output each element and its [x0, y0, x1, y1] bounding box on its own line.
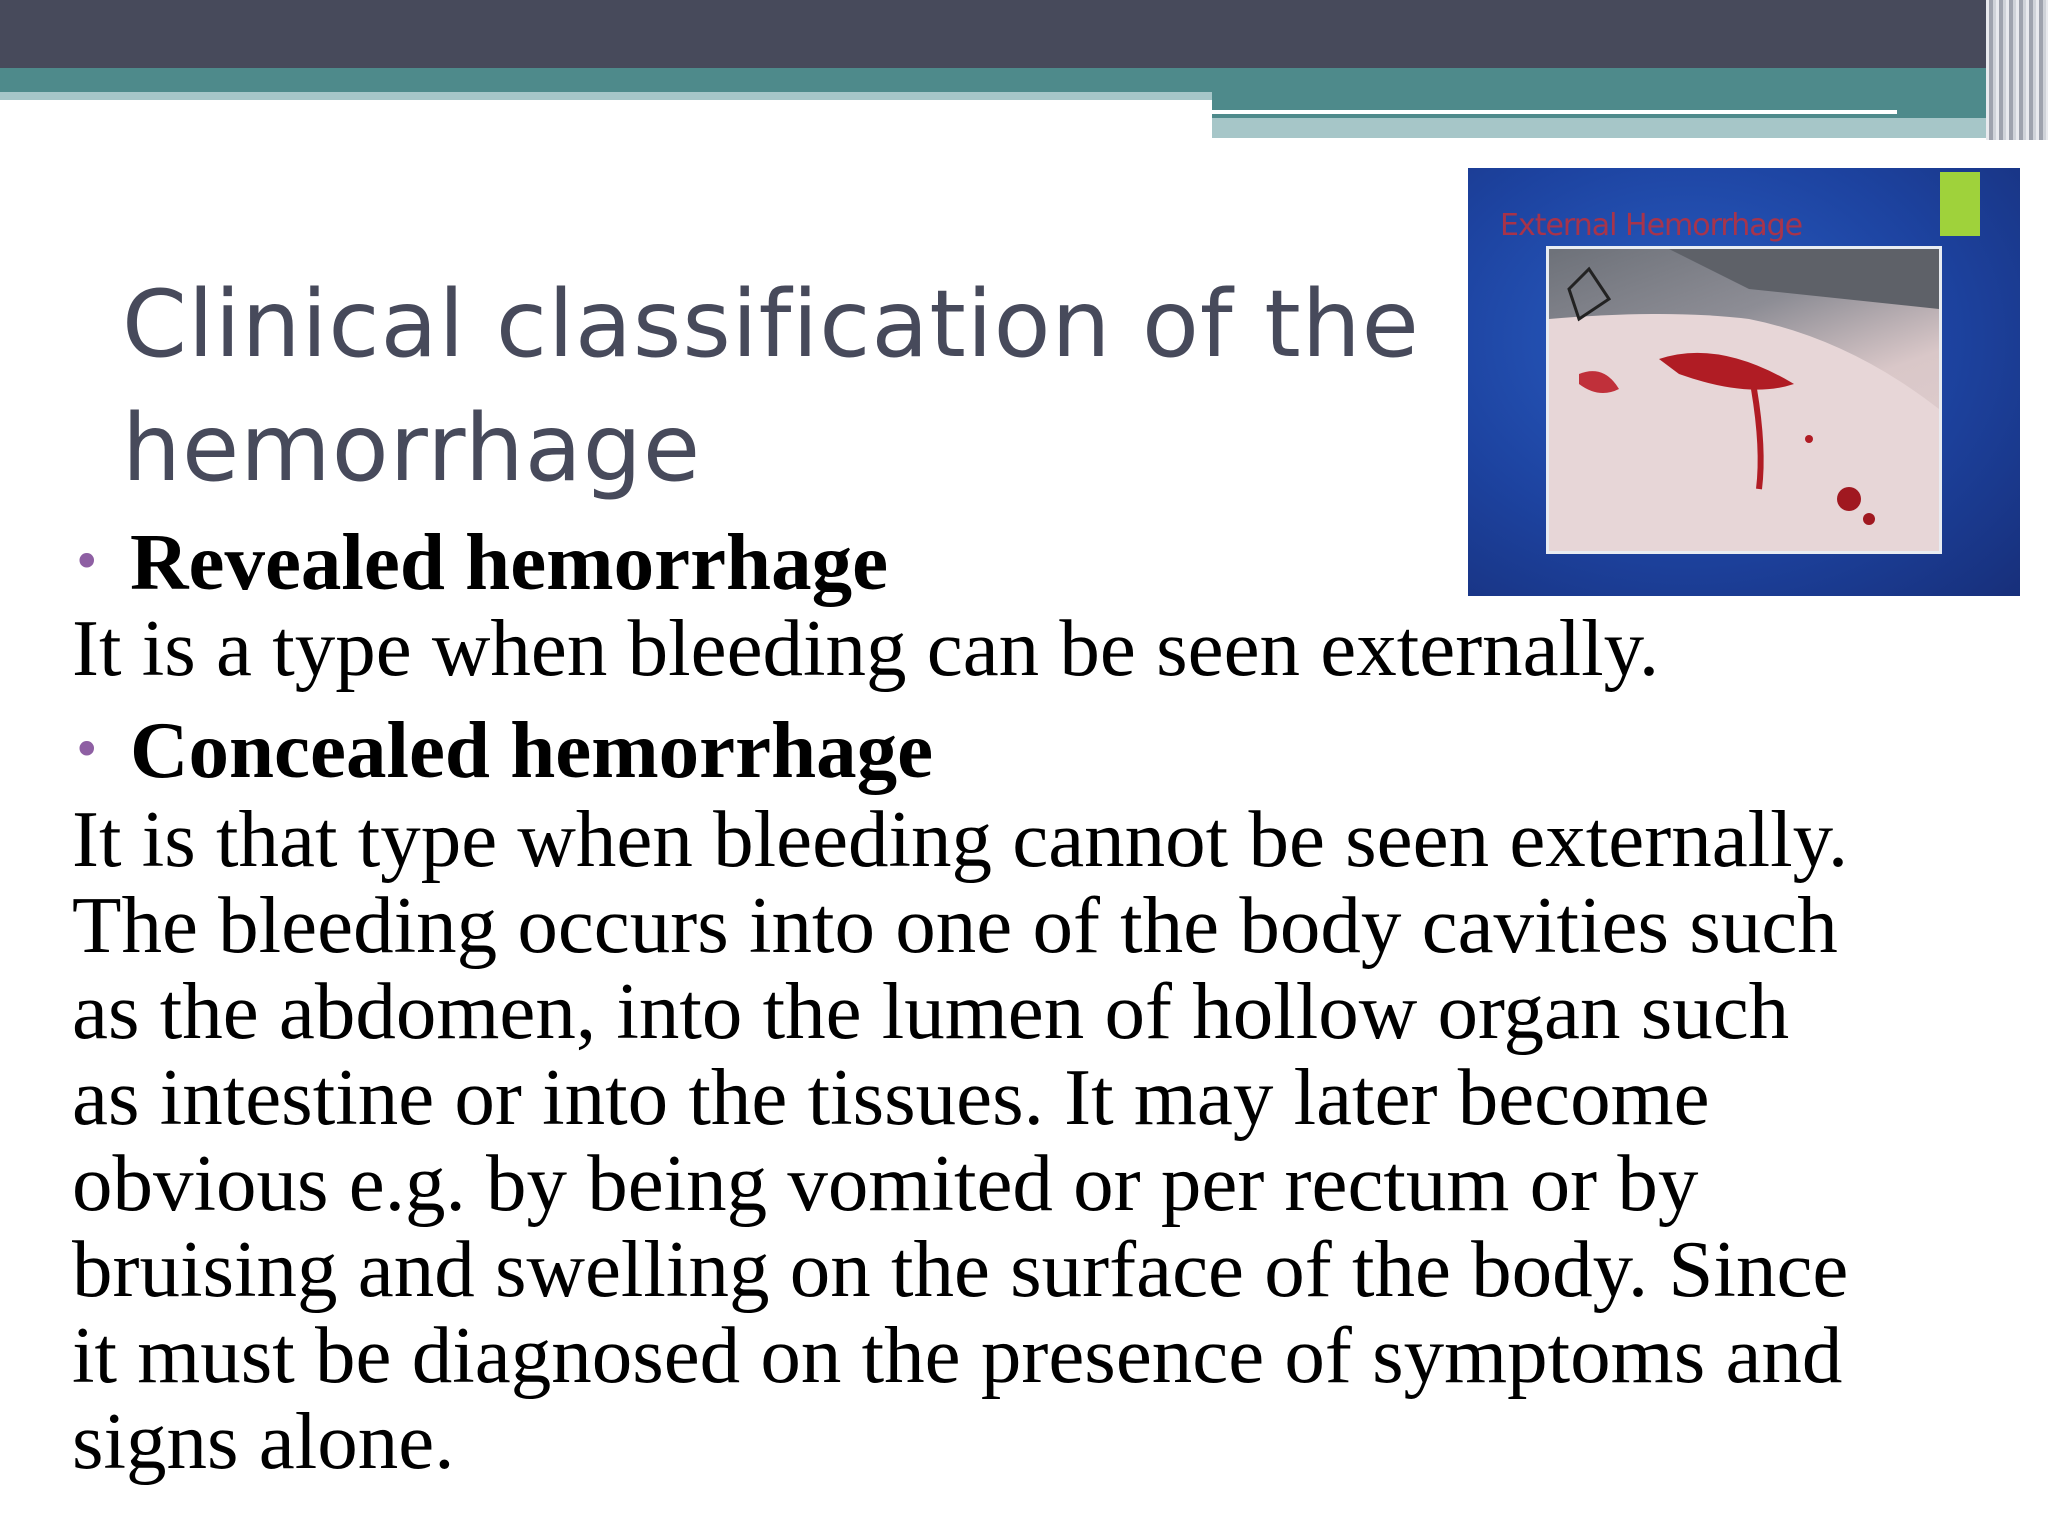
paragraph-line: as the abdomen, into the lumen of hollow organ such: [72, 966, 1790, 1056]
header-teal-step-light: [1212, 118, 2048, 138]
title-line-1: Clinical classification of the: [122, 270, 1420, 378]
paragraph-line: The bleeding occurs into one of the body cavities such: [72, 880, 1838, 970]
header-teal-line: [0, 92, 1212, 100]
header-stripes: [1986, 0, 2048, 140]
photo-accent: [1940, 172, 1980, 236]
header-bar: [0, 0, 2048, 68]
paragraph-line: obvious e.g. by being vomited or per rectum or by: [72, 1138, 1699, 1228]
concealed-description: [72, 796, 2032, 1484]
bullet-dot-icon: •: [72, 533, 102, 592]
photo-caption: External Hemorrhage: [1500, 208, 1803, 243]
header-teal-band: [0, 68, 2048, 92]
header-white-line: [1212, 110, 1897, 114]
bullet-concealed-label: Concealed hemorrhage: [130, 704, 934, 795]
wound-illustration: [1549, 249, 1939, 551]
paragraph-line: as intestine or into the tissues. It may later become: [72, 1052, 1710, 1142]
revealed-description: It is a type when bleeding can be seen externally.: [72, 603, 1660, 693]
slide-title: [122, 262, 1422, 510]
hemorrhage-photo: [1468, 168, 2020, 596]
bullet-concealed: [72, 696, 933, 797]
wound-image: [1546, 246, 1942, 554]
paragraph-line: bruising and swelling on the surface of the body. Since: [72, 1224, 1849, 1314]
title-line-2: hemorrhage: [122, 394, 702, 502]
bullet-revealed: [72, 508, 888, 609]
paragraph-line: signs alone.: [72, 1396, 455, 1486]
bullet-dot-icon: •: [72, 721, 102, 780]
paragraph-line: It is that type when bleeding cannot be seen externally.: [72, 794, 1849, 884]
bullet-revealed-label: Revealed hemorrhage: [130, 516, 889, 607]
paragraph-line: it must be diagnosed on the presence of symptoms and: [72, 1310, 1843, 1400]
